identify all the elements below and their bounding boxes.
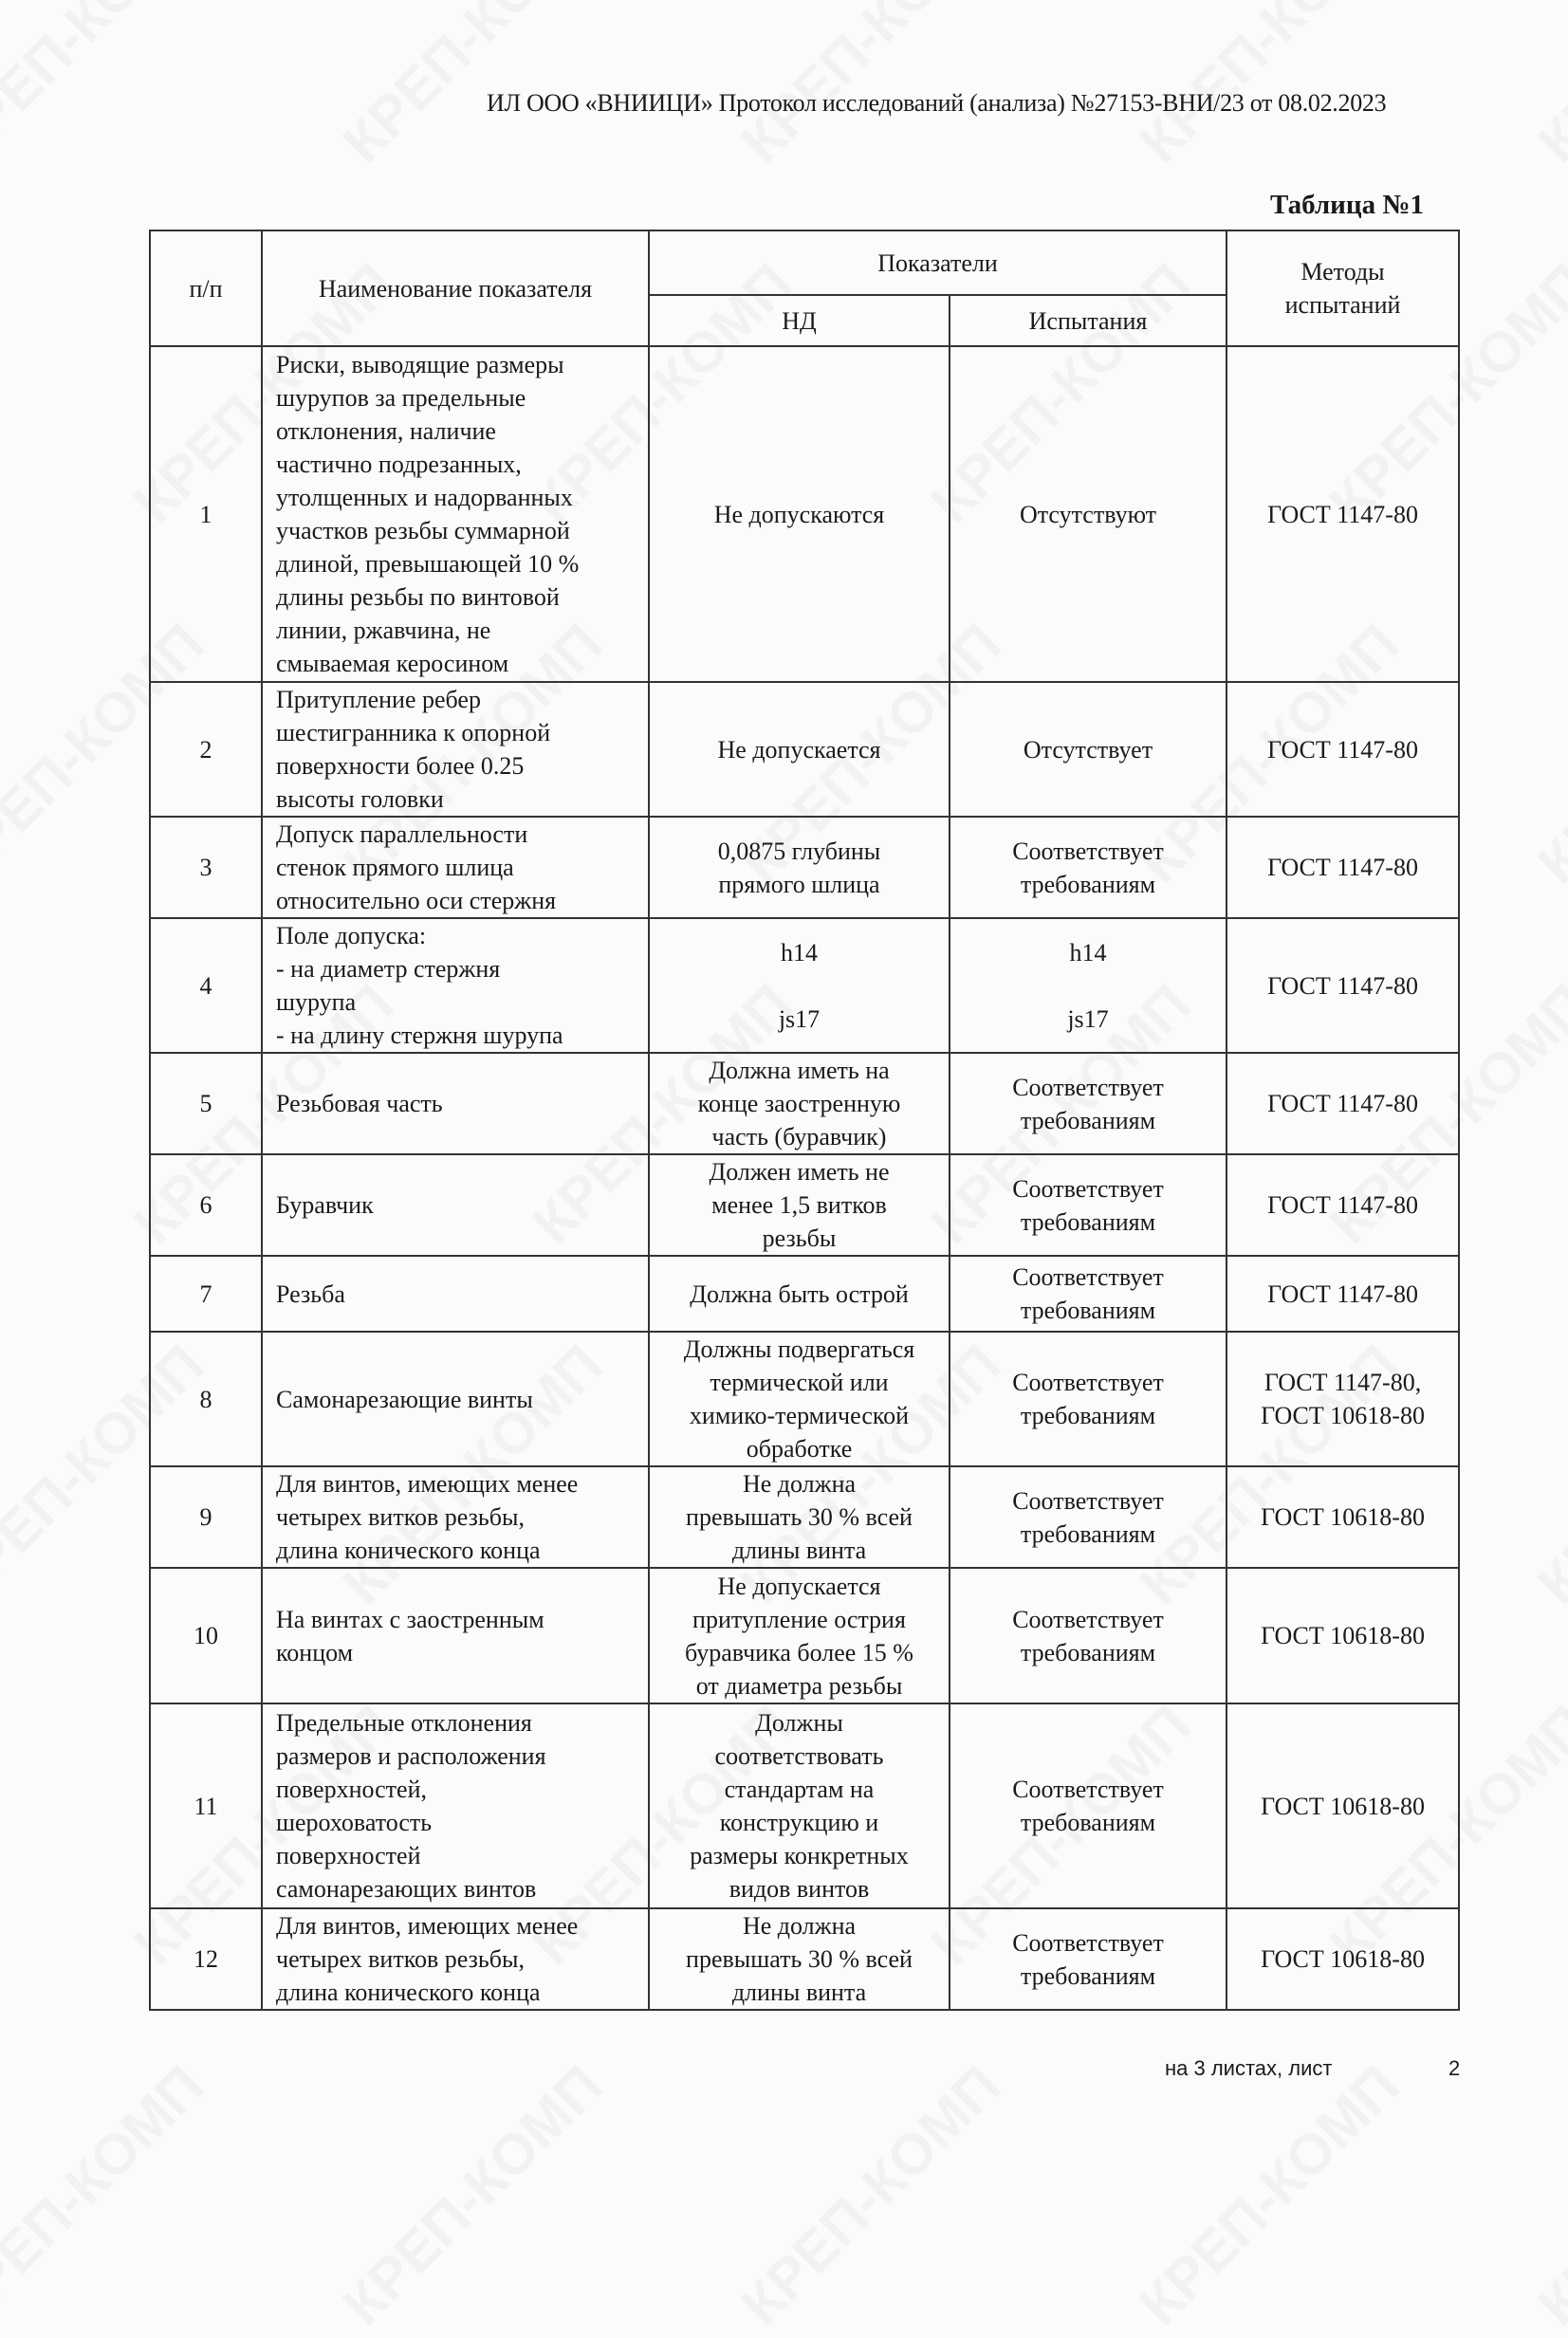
nd-requirement: Не допускается <box>649 682 950 817</box>
indicator-name: Резьбовая часть <box>262 1053 649 1154</box>
indicator-name: Поле допуска: - на диаметр стержня шурупа - на длину стержня шурупа <box>262 918 649 1053</box>
watermark <box>729 0 1014 175</box>
indicator-name: Предельные отклонения размеров и расположения поверхностей, шероховатость поверхностей самонарезающих винтов <box>262 1703 649 1908</box>
row-number: 4 <box>150 918 262 1053</box>
test-result: Соответствует требованиям <box>950 1568 1227 1703</box>
watermark <box>1127 0 1412 175</box>
indicator-name: На винтах с заостренным концом <box>262 1568 649 1703</box>
table-row <box>150 918 1459 1053</box>
table-row <box>150 1703 1459 1908</box>
table-row <box>150 1053 1459 1154</box>
watermark <box>330 2053 616 2338</box>
test-result: Соответствует требованиям <box>950 1908 1227 2010</box>
table-row <box>150 1154 1459 1256</box>
row-number: 8 <box>150 1332 262 1466</box>
table-row <box>150 1466 1459 1568</box>
test-result: Соответствует требованиям <box>950 1053 1227 1154</box>
test-result: h14 js17 <box>950 918 1227 1053</box>
nd-requirement: Не должна превышать 30 % всей длины винта <box>649 1908 950 2010</box>
footer-sheets: на 3 листах, лист <box>1165 2056 1333 2080</box>
test-method: ГОСТ 1147-80 <box>1227 918 1459 1053</box>
test-method: ГОСТ 10618-80 <box>1227 1466 1459 1568</box>
test-result: Соответствует требованиям <box>950 1466 1227 1568</box>
test-method: ГОСТ 1147-80 <box>1227 1053 1459 1154</box>
indicator-name: Допуск параллельности стенок прямого шлица относительно оси стержня <box>262 817 649 918</box>
indicator-name: Резьба <box>262 1256 649 1332</box>
test-method: ГОСТ 10618-80 <box>1227 1568 1459 1703</box>
row-number: 10 <box>150 1568 262 1703</box>
row-number: 3 <box>150 817 262 918</box>
row-number: 9 <box>150 1466 262 1568</box>
test-result: Соответствует требованиям <box>950 1256 1227 1332</box>
watermark <box>0 0 216 175</box>
row-number: 1 <box>150 346 262 682</box>
nd-requirement: 0,0875 глубины прямого шлица <box>649 817 950 918</box>
col-header-indicators: Показатели <box>649 230 1227 295</box>
col-header-name: Наименование показателя <box>262 230 649 346</box>
table-row <box>150 1332 1459 1466</box>
test-method: ГОСТ 1147-80 <box>1227 817 1459 918</box>
test-result: Соответствует требованиям <box>950 1332 1227 1466</box>
indicator-name: Самонарезающие винты <box>262 1332 649 1466</box>
test-method: ГОСТ 1147-80 <box>1227 1256 1459 1332</box>
indicator-name: Притупление ребер шестигранника к опорной поверхности более 0.25 высоты головки <box>262 682 649 817</box>
table-row <box>150 1908 1459 2010</box>
watermark <box>330 0 616 175</box>
indicator-name: Для винтов, имеющих менее четырех витков резьбы, длина конического конца <box>262 1908 649 2010</box>
test-method: ГОСТ 1147-80 <box>1227 682 1459 817</box>
nd-requirement: Не допускается притупление острия буравчика более 15 % от диаметра резьбы <box>649 1568 950 1703</box>
watermark <box>729 2053 1014 2338</box>
table-caption: Таблица №1 <box>1270 190 1424 220</box>
watermark <box>1525 0 1568 175</box>
test-method: ГОСТ 1147-80 <box>1227 346 1459 682</box>
table-row <box>150 1568 1459 1703</box>
watermark <box>1525 611 1568 896</box>
test-result: Соответствует требованиям <box>950 817 1227 918</box>
row-number: 11 <box>150 1703 262 1908</box>
col-header-methods: Методы испытаний <box>1227 230 1459 346</box>
nd-requirement: Должен иметь не менее 1,5 витков резьбы <box>649 1154 950 1256</box>
row-number: 12 <box>150 1908 262 2010</box>
nd-requirement: Должна иметь на конце заостренную часть (буравчик) <box>649 1053 950 1154</box>
nd-requirement: Должны подвергаться термической или химико-термической обработке <box>649 1332 950 1466</box>
test-result: Отсутствует <box>950 682 1227 817</box>
watermark <box>1525 2053 1568 2338</box>
col-header-nd: НД <box>649 295 950 346</box>
watermark <box>0 2053 216 2338</box>
table-row <box>150 346 1459 682</box>
test-result: Соответствует требованиям <box>950 1154 1227 1256</box>
test-method: ГОСТ 10618-80 <box>1227 1908 1459 2010</box>
row-number: 5 <box>150 1053 262 1154</box>
test-result: Соответствует требованиям <box>950 1703 1227 1908</box>
results-table <box>149 230 1460 2011</box>
watermark <box>1525 1332 1568 1617</box>
test-method: ГОСТ 1147-80, ГОСТ 10618-80 <box>1227 1332 1459 1466</box>
nd-requirement: Не должна превышать 30 % всей длины винта <box>649 1466 950 1568</box>
row-number: 6 <box>150 1154 262 1256</box>
test-method: ГОСТ 10618-80 <box>1227 1703 1459 1908</box>
watermark <box>1127 2053 1412 2338</box>
row-number: 2 <box>150 682 262 817</box>
table-row <box>150 817 1459 918</box>
col-header-num: п/п <box>150 230 262 346</box>
indicator-name: Риски, выводящие размеры шурупов за предельные отклонения, наличие частично подрезанных, утолщенных и надорванных участков резьбы суммарной длиной, превышающей 10 % длины резьбы по винтовой линии, ржавчина, не смываемая керосином <box>262 346 649 682</box>
col-header-test: Испытания <box>950 295 1227 346</box>
test-result: Отсутствуют <box>950 346 1227 682</box>
nd-requirement: h14 js17 <box>649 918 950 1053</box>
footer-page-number: 2 <box>1448 2056 1461 2080</box>
table-row <box>150 1256 1459 1332</box>
table-row <box>150 682 1459 817</box>
row-number: 7 <box>150 1256 262 1332</box>
nd-requirement: Должна быть острой <box>649 1256 950 1332</box>
indicator-name: Буравчик <box>262 1154 649 1256</box>
document-header: ИЛ ООО «ВНИИЦИ» Протокол исследований (анализа) №27153-ВНИ/23 от 08.02.2023 <box>487 89 1387 117</box>
test-method: ГОСТ 1147-80 <box>1227 1154 1459 1256</box>
indicator-name: Для винтов, имеющих менее четырех витков резьбы, длина конического конца <box>262 1466 649 1568</box>
nd-requirement: Не допускаются <box>649 346 950 682</box>
nd-requirement: Должны соответствовать стандартам на конструкцию и размеры конкретных видов винтов <box>649 1703 950 1908</box>
